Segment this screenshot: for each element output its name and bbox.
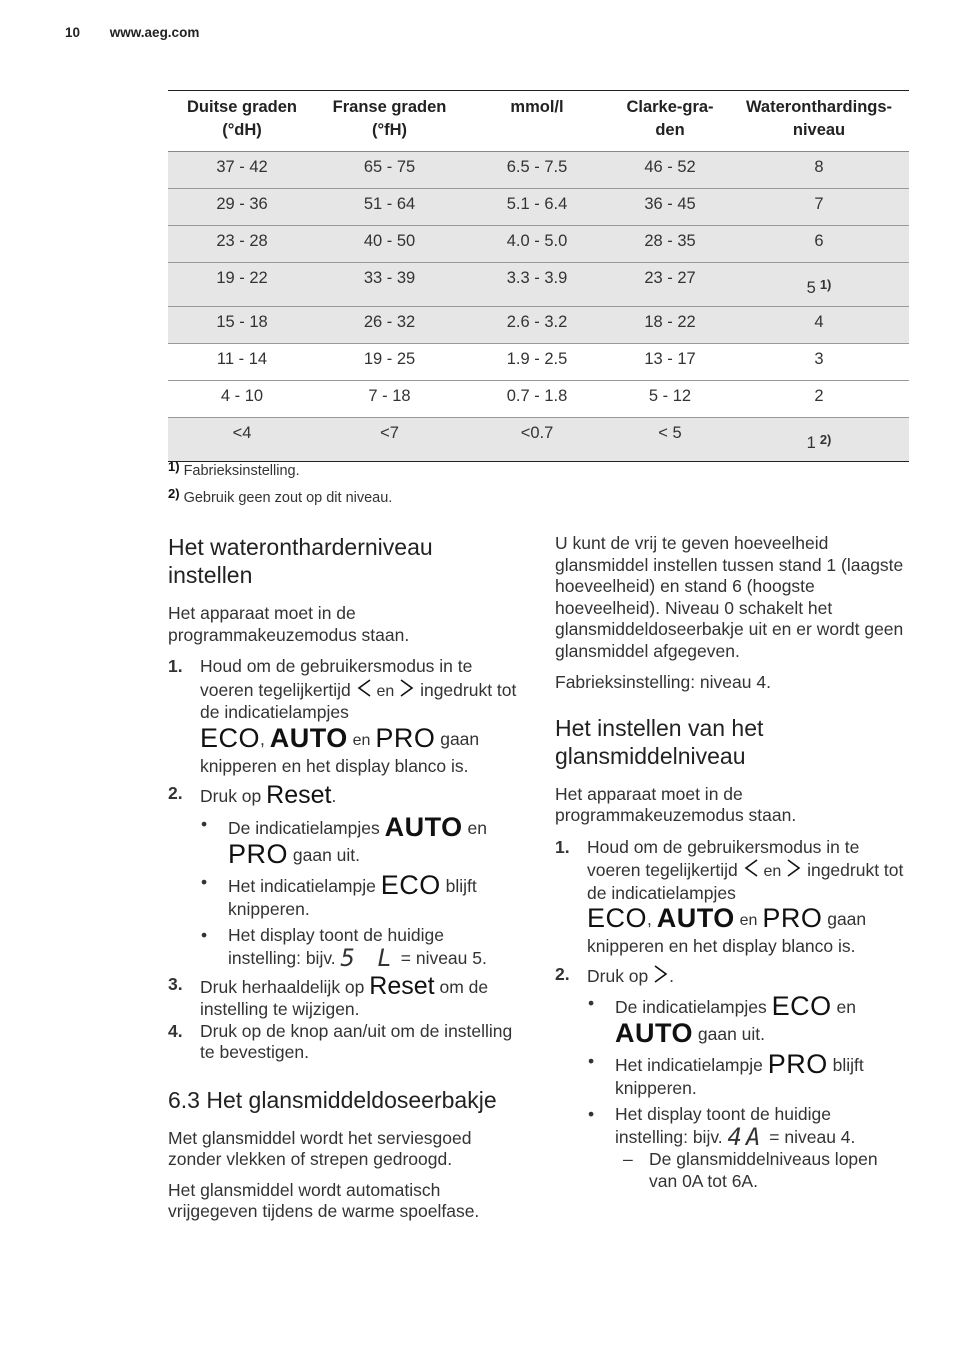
display-readout-4A: 4A — [727, 1123, 765, 1151]
auto-indicator: AUTO — [656, 903, 735, 933]
cell-mmol: 0.7 - 1.8 — [463, 381, 611, 418]
level-value: 5 — [806, 279, 816, 297]
table-header-row — [168, 91, 909, 152]
cell-clarke: 23 - 27 — [611, 263, 729, 307]
chevron-left-icon — [743, 858, 759, 878]
cell-dh: 23 - 28 — [168, 226, 316, 263]
cell-level: 6 — [729, 226, 909, 263]
section-title-rinse-aid-level: Het instellen van het glansmiddelniveau — [555, 714, 764, 769]
cell-mmol: 4.0 - 5.0 — [463, 226, 611, 263]
column-header-softener-level: Wateronthardings- niveau — [729, 91, 909, 152]
cell-fh: 33 - 39 — [316, 263, 463, 307]
bullet-item: • Het indicatielampje ECO blijft knipperen. — [201, 870, 477, 919]
cell-mmol: 2.6 - 3.2 — [463, 307, 611, 344]
cell-clarke: < 5 — [611, 418, 729, 462]
cell-fh: 26 - 32 — [316, 307, 463, 344]
bullet-item: • Het display toont de huidige instelling: bijv. 5 L = niveau 5. — [201, 924, 487, 972]
chevron-right-icon — [653, 964, 669, 984]
eco-indicator: ECO — [587, 903, 648, 933]
level-value: 1 — [806, 434, 816, 452]
cell-level: 4 — [729, 307, 909, 344]
step-1: 1. Houd om de gebruikersmodus in te voeren tegelijkertijd en ingedrukt tot de indicatielampjes ECO, AUTO en PRO gaan knipperen en het display blanco is. — [555, 836, 904, 956]
bullet-list — [200, 814, 520, 970]
footnote: 1) Fabrieksinstelling. — [168, 459, 300, 479]
steps-list — [168, 656, 520, 1064]
cell-clarke: 5 - 12 — [611, 381, 729, 418]
eco-indicator: ECO — [200, 722, 261, 753]
dash-item: – De glansmiddelniveaus lopen van 0A tot 6A. — [623, 1149, 878, 1191]
steps-list — [555, 837, 907, 1193]
chevron-right-icon — [786, 858, 802, 878]
cell-clarke: 46 - 52 — [611, 152, 729, 189]
factory-setting: Fabrieksinstelling: niveau 4. — [555, 672, 771, 692]
page-number: 10 — [65, 25, 81, 40]
step-2: 2. Druk op . • De indicatielampjes ECO en AUTO gaan uit. • Het indicatielampje PRO blijft knipperen. • Het display toont de huidige instelling: bijv. 4A = niveau 4. – De glansmiddelniveaus lopen van 0A tot 6A. — [555, 964, 907, 1193]
step-1: 1. Houd om de gebruikersmodus in te voeren tegelijkertijd en ingedrukt tot de indicatielampjes ECO, AUTO en PRO gaan knipperen en het display blanco is. — [168, 656, 517, 776]
section-title-water-softener: Het waterontharderniveau instellen — [168, 534, 433, 588]
step-2: 2. Druk op Reset. • De indicatielampjes AUTO en PRO gaan uit. • Het indicatielampje ECO blijft knipperen. • Het display toont de huidige instelling: bijv. 5 L = niveau 5. — [168, 783, 520, 970]
column-header-german-degrees: Duitse graden (°dH) — [168, 91, 316, 152]
auto-indicator: AUTO — [615, 1018, 694, 1048]
cell-clarke: 28 - 35 — [611, 226, 729, 263]
cell-mmol: 5.1 - 6.4 — [463, 189, 611, 226]
cell-mmol: 3.3 - 3.9 — [463, 263, 611, 307]
pro-indicator: PRO — [762, 903, 823, 933]
cell-mmol: 1.9 - 2.5 — [463, 344, 611, 381]
left-column — [168, 533, 520, 1223]
table-row — [168, 226, 909, 263]
cell-fh: <7 — [316, 418, 463, 462]
paragraph: Het glansmiddel wordt automatisch vrijgegeven tijdens de warme spoelfase. — [168, 1179, 480, 1221]
cell-dh: 4 - 10 — [168, 381, 316, 418]
display-readout-5L: 5 L — [340, 944, 396, 972]
footnote: 2) Gebruik geen zout op dit niveau. — [168, 486, 393, 506]
step-3: 3. Druk herhaaldelijk op Reset om de instelling te wijzigen. — [168, 972, 489, 1019]
dash-list — [615, 1149, 907, 1192]
eco-indicator: ECO — [771, 991, 832, 1021]
paragraph: Met glansmiddel wordt het serviesgoed zonder vlekken of strepen gedroogd. — [168, 1127, 472, 1169]
chevron-right-icon — [399, 678, 415, 698]
paragraph: U kunt de vrij te geven hoeveelheid glansmiddel instellen tussen stand 1 (laagste hoeveelheid) en stand 6 (hoogste hoeveelheid). Niveau 0 schakelt het glansmiddeldoseerbakje uit en er wordt geen glansmiddel afgegeven. — [555, 533, 904, 661]
table-row — [168, 381, 909, 418]
right-column — [555, 533, 907, 1196]
cell-level: 3 — [729, 344, 909, 381]
column-header-french-degrees: Franse graden (°fH) — [316, 91, 463, 152]
footnote-marker: 2) — [819, 432, 832, 447]
page-header — [65, 25, 199, 40]
intro-text: Het apparaat moet in de programmakeuzemodus staan. — [555, 783, 797, 825]
table-row — [168, 344, 909, 381]
pro-indicator: PRO — [375, 722, 436, 753]
reset-button-label: Reset — [266, 781, 332, 809]
bullet-item: • Het display toont de huidige instelling: bijv. 4A = niveau 4. – De glansmiddelniveaus lopen van 0A tot 6A. — [587, 1104, 907, 1193]
table-row — [168, 189, 909, 226]
cell-level — [729, 263, 909, 307]
footnote-marker: 1) — [819, 277, 832, 292]
column-header-mmol: mmol/l — [463, 91, 611, 152]
table-footnotes — [168, 459, 393, 517]
cell-fh: 65 - 75 — [316, 152, 463, 189]
table-row — [168, 418, 909, 462]
reset-button-label: Reset — [369, 972, 435, 1000]
section-title-rinse-aid: 6.3 Het glansmiddeldoseerbakje — [168, 1086, 497, 1113]
bullet-item: • De indicatielampjes ECO en AUTO gaan uit. — [588, 991, 856, 1048]
website-link[interactable]: www.aeg.com — [109, 25, 200, 40]
pro-indicator: PRO — [767, 1049, 828, 1079]
table-row — [168, 263, 909, 307]
step-4: 4. Druk op de knop aan/uit om de instelling te bevestigen. — [168, 1020, 513, 1062]
intro-text: Het apparaat moet in de programmakeuzemodus staan. — [168, 603, 410, 645]
cell-mmol: 6.5 - 7.5 — [463, 152, 611, 189]
cell-dh: 11 - 14 — [168, 344, 316, 381]
cell-dh: 29 - 36 — [168, 189, 316, 226]
cell-dh: <4 — [168, 418, 316, 462]
cell-level: 7 — [729, 189, 909, 226]
cell-level: 8 — [729, 152, 909, 189]
cell-dh: 37 - 42 — [168, 152, 316, 189]
water-hardness-table — [168, 90, 909, 462]
cell-fh: 7 - 18 — [316, 381, 463, 418]
cell-level: 2 — [729, 381, 909, 418]
cell-fh: 19 - 25 — [316, 344, 463, 381]
cell-dh: 19 - 22 — [168, 263, 316, 307]
cell-clarke: 36 - 45 — [611, 189, 729, 226]
cell-mmol: <0.7 — [463, 418, 611, 462]
cell-level — [729, 418, 909, 462]
bullet-item: • De indicatielampjes AUTO en PRO gaan uit. — [201, 812, 487, 869]
eco-indicator: ECO — [380, 870, 441, 900]
cell-fh: 40 - 50 — [316, 226, 463, 263]
chevron-left-icon — [356, 678, 372, 698]
cell-fh: 51 - 64 — [316, 189, 463, 226]
bullet-item: • Het indicatielampje PRO blijft knipperen. — [588, 1049, 864, 1098]
table-row — [168, 307, 909, 344]
column-header-clarke: Clarke-gra- den — [611, 91, 729, 152]
cell-clarke: 18 - 22 — [611, 307, 729, 344]
cell-clarke: 13 - 17 — [611, 344, 729, 381]
pro-indicator: PRO — [228, 839, 289, 869]
auto-indicator: AUTO — [384, 812, 463, 842]
table-row — [168, 152, 909, 189]
auto-indicator: AUTO — [269, 722, 348, 753]
cell-dh: 15 - 18 — [168, 307, 316, 344]
bullet-list — [587, 993, 907, 1192]
